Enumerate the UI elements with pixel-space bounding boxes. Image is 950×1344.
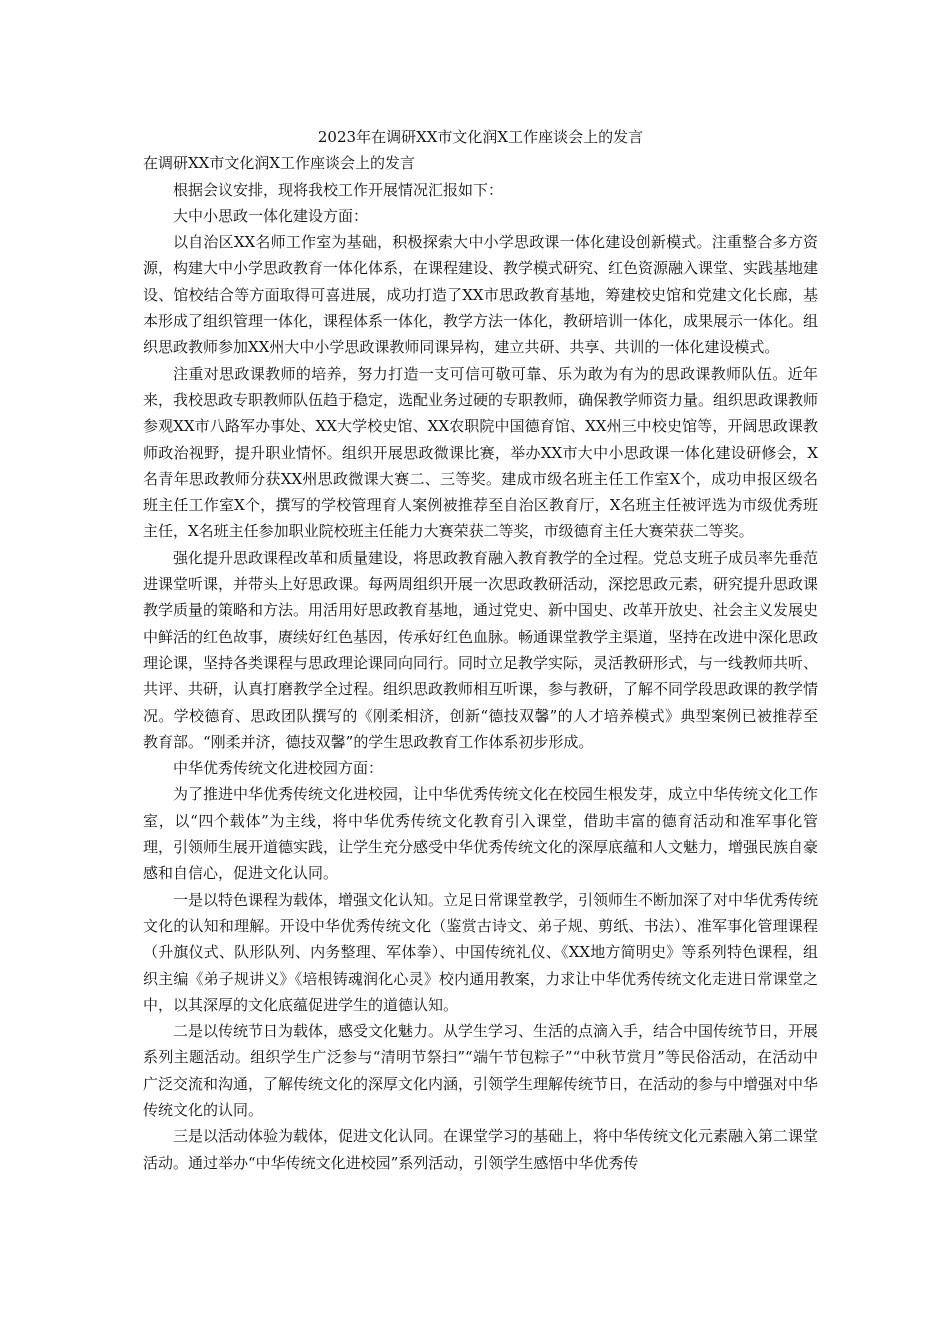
paragraph: 为了推进中华优秀传统文化进校园，让中华优秀传统文化在校园生根发芽，成立中华传统文化工作室，以“四个载体”为主线，将中华优秀传统文化教育引入课堂，借助丰富的德育活动和准军事化管理，引领师生展开道德实践，让学生充分感受中华优秀传统文化的深厚底蕴和人文魅力，增强民族自豪感和自信心，促进文化认同。 (143, 785, 819, 883)
document-body (143, 124, 818, 1176)
section-heading-ideology-integration: 大中小思政一体化建设方面： (173, 206, 369, 225)
paragraph: 注重对思政课教师的培养，努力打造一支可信可敬可靠、乐为敢为有为的思政课教师队伍。近年来，我校思政专职教师队伍趋于稳定，选配业务过硬的专职教师，确保教学师资力量。组织思政课教师参观XX市八路军办事处、XX大学校史馆、XX农职院中国德育馆、XX州三中校史馆等，开阔思政课教师政治视野，提升职业情怀。组织开展思政微课比赛，举办XX市大中小思政课一体化建设研修会，X名青年思政教师分获XX州思政微课大赛二、三等奖。建成市级名班主任工作室X个，成功申报区级名班主任工作室X个，撰写的学校管理育人案例被推荐至自治区教育厅，X名班主任被评选为市级优秀班主任，X名班主任参加职业院校班主任能力大赛荣获二等奖，市级德育主任大赛荣获二等奖。 (143, 364, 819, 541)
paragraph: 以自治区XX名师工作室为基础，积极探索大中小学思政课一体化建设创新模式。注重整合多方资源，构建大中小学思政教育一体化体系，在课程建设、教学模式研究、红色资源融入课堂、实践基地建设、馆校结合等方面取得可喜进展，成功打造了XX市思政教育基地，筹建校史馆和党建文化长廊，基本形成了组织管理一体化，课程体系一体化，教学方法一体化，教研培训一体化，成果展示一体化。组织思政教师参加XX州大中小学思政课教师同课异构，建立共研、共享、共训的一体化建设模式。 (143, 233, 819, 357)
document-subtitle: 在调研XX市文化润X工作座谈会上的发言 (143, 154, 416, 173)
paragraph-intro: 根据会议安排，现将我校工作开展情况汇报如下： (173, 180, 504, 199)
paragraph: 一是以特色课程为载体，增强文化认知。立足日常课堂教学，引领师生不断加深了对中华优秀传统文化的认知和理解。开设中华优秀传统文化（鉴赏古诗文、弟子规、剪纸、书法）、准军事化管理课程（升旗仪式、队形队列、内务整理、军体拳）、中国传统礼仪、《XX地方简明史》等系列特色课程，组织主编《弟子规讲义》《培根铸魂润化心灵》校内通用教案，力求让中华优秀传统文化走进日常课堂之中，以其深厚的文化底蕴促进学生的道德认知。 (143, 890, 819, 1014)
document-title: 2023年在调研XX市文化润X工作座谈会上的发言 (317, 128, 644, 146)
paragraph: 二是以传统节日为载体，感受文化魅力。从学生学习、生活的点滴入手，结合中国传统节日，开展系列主题活动。组织学生广泛参与“清明节祭扫”“端午节包粽子”“中秋节赏月”等民俗活动，在活动中广泛交流和沟通，了解传统文化的深厚文化内涵，引领学生理解传统节日，在活动的参与中增强对中华传统文化的认同。 (143, 1022, 819, 1119)
paragraph: 三是以活动体验为载体，促进文化认同。在课堂学习的基础上，将中华传统文化元素融入第二课堂活动。通过举办“中华传统文化进校园”系列活动，引领学生感悟中华优秀传 (143, 1127, 819, 1172)
paragraph: 强化提升思政课程改革和质量建设，将思政教育融入教育教学的全过程。党总支班子成员率先垂范进课堂听课，并带头上好思政课。每两周组织开展一次思政教研活动，深挖思政元素，研究提升思政课教学质量的策略和方法。用活用好思政教育基地，通过党史、新中国史、改革开放史、社会主义发展史中鲜活的红色故事，赓续好红色基因，传承好红色血脉。畅通课堂教学主渠道，坚持在改进中深化思政理论课，坚持各类课程与思政理论课同向同行。同时立足教学实际，灵活教研形式，与一线教师共听、共评、共研，认真打磨教学全过程。组织思政教师相互听课，参与教研，了解不同学段思政课的教学情况。学校德育、思政团队撰写的《刚柔相济，创新“德技双馨”的人才培养模式》典型案例已被推荐至教育部。“刚柔并济，德技双馨”的学生思政教育工作体系初步形成。 (143, 548, 819, 751)
section-heading-traditional-culture: 中华优秀传统文化进校园方面： (173, 759, 384, 778)
